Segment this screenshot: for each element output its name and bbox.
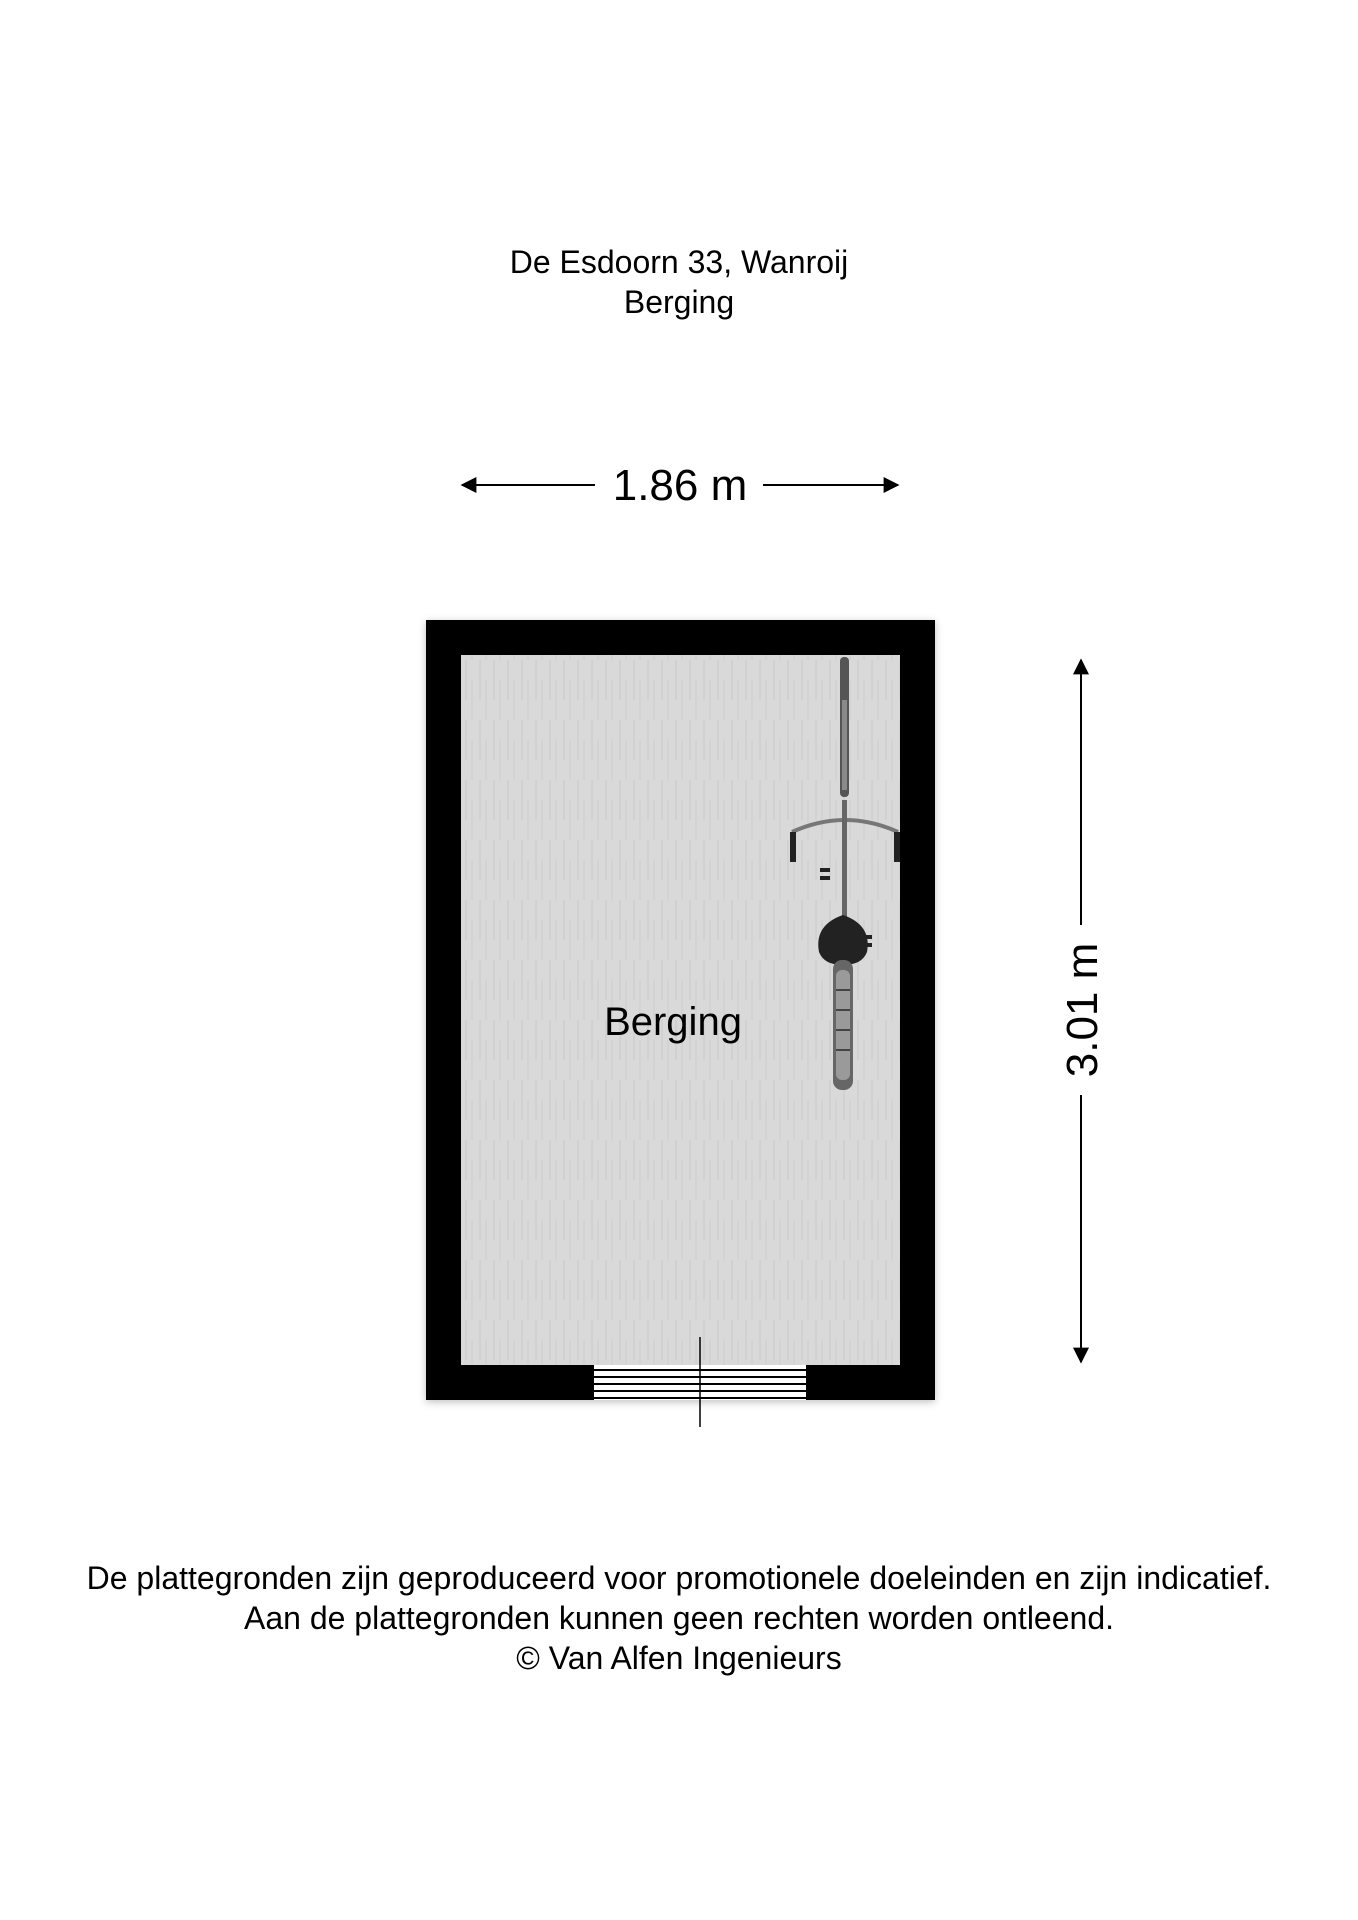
width-dimension [462, 461, 898, 510]
copyright-line: © Van Alfen Ingenieurs [516, 1640, 842, 1676]
disclaimer-line-1: De plattegronden zijn geproduceerd voor promotionele doeleinden en zijn indicatief. [86, 1560, 1272, 1596]
room-label: Berging [604, 1000, 742, 1044]
disclaimer-line-2: Aan de plattegronden kunnen geen rechten worden ontleend. [243, 1600, 1114, 1636]
height-label: 3.01 m [1058, 942, 1107, 1078]
height-dimension [1058, 660, 1107, 1362]
floor-title: Berging [623, 284, 735, 320]
address-title: De Esdoorn 33, Wanroij [509, 244, 849, 280]
width-label: 1.86 m [612, 461, 748, 510]
